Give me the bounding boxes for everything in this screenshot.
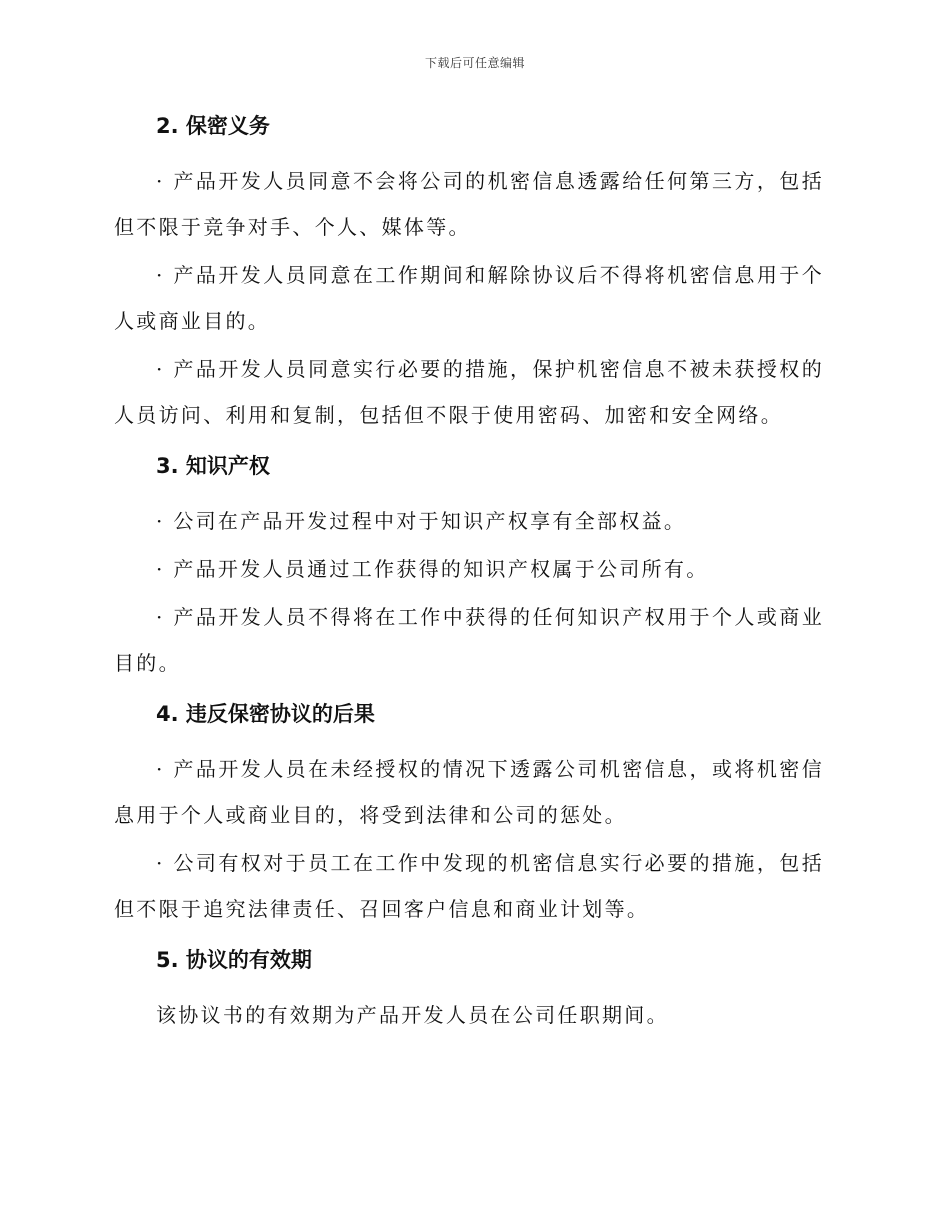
paragraph: · 公司有权对于员工在工作中发现的机密信息实行必要的措施，包括但不限于追究法律责任、召回客户信息和商业计划等。 bbox=[114, 851, 824, 921]
paragraph: · 产品开发人员不得将在工作中获得的任何知识产权用于个人或商业目的。 bbox=[114, 605, 824, 675]
section-title: 5. 协议的有效期 bbox=[156, 948, 312, 972]
paragraph: · 产品开发人员在未经授权的情况下透露公司机密信息，或将机密信息用于个人或商业目的，将受到法律和公司的惩处。 bbox=[114, 757, 824, 827]
paragraph: 该协议书的有效期为产品开发人员在公司任职期间。 bbox=[156, 1003, 669, 1027]
section-confidentiality bbox=[114, 108, 824, 438]
section-title: 2. 保密义务 bbox=[156, 114, 270, 138]
paragraph: · 公司在产品开发过程中对于知识产权享有全部权益。 bbox=[156, 509, 687, 533]
paragraph: · 产品开发人员同意实行必要的措施，保护机密信息不被未获授权的人员访问、利用和复制，包括但不限于使用密码、加密和安全网络。 bbox=[114, 357, 824, 427]
paragraph: · 产品开发人员通过工作获得的知识产权属于公司所有。 bbox=[156, 557, 709, 581]
section-title: 4. 违反保密协议的后果 bbox=[156, 702, 375, 726]
paragraph: · 产品开发人员同意在工作期间和解除协议后不得将机密信息用于个人或商业目的。 bbox=[114, 263, 824, 333]
section-breach-consequences bbox=[114, 696, 824, 932]
section-validity-period bbox=[114, 942, 824, 1038]
section-intellectual-property bbox=[114, 448, 824, 686]
section-title: 3. 知识产权 bbox=[156, 454, 270, 478]
document-body bbox=[114, 108, 824, 1048]
paragraph: · 产品开发人员同意不会将公司的机密信息透露给任何第三方，包括但不限于竞争对手、个人、媒体等。 bbox=[114, 169, 824, 239]
header-note: 下载后可任意编辑 bbox=[424, 56, 525, 70]
